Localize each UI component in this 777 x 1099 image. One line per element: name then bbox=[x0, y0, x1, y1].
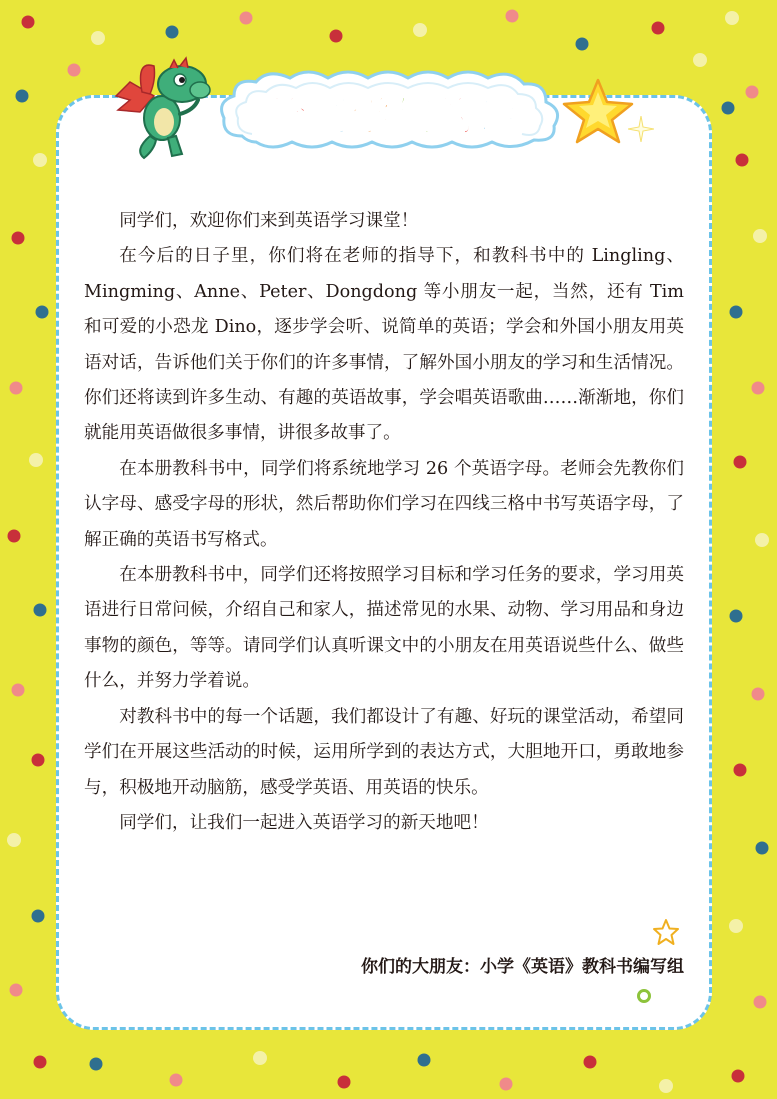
page-title bbox=[228, 78, 558, 148]
polka-dot bbox=[652, 22, 665, 35]
polka-dot bbox=[7, 833, 21, 847]
dinosaur-mascot-icon bbox=[110, 52, 222, 164]
polka-dot bbox=[413, 23, 427, 37]
polka-dot bbox=[756, 842, 769, 855]
polka-dot bbox=[418, 1054, 431, 1067]
polka-dot bbox=[752, 382, 765, 395]
polka-dot bbox=[729, 919, 743, 933]
paragraph: 同学们，欢迎你们来到英语学习课堂！ bbox=[119, 211, 419, 231]
polka-dot bbox=[8, 530, 21, 543]
polka-dot bbox=[730, 610, 743, 623]
polka-dot bbox=[12, 684, 25, 697]
polka-dot bbox=[32, 910, 45, 923]
polka-dot bbox=[693, 53, 707, 67]
polka-dot bbox=[36, 306, 49, 319]
polka-dot bbox=[576, 38, 589, 51]
polka-dot bbox=[736, 154, 749, 167]
polka-dot bbox=[753, 229, 767, 243]
polka-dot bbox=[253, 1051, 267, 1065]
paragraph: 在本册教科书中，同学们将系统地学习 26 个英语字母。老师会先教你们认字母、感受字母的形状，然后帮助你们学习在四线三格中书写英语字母，了解正确的英语书写格式。 bbox=[84, 458, 684, 550]
polka-dot bbox=[68, 64, 81, 77]
polka-dot bbox=[34, 1056, 47, 1069]
polka-dot bbox=[16, 90, 29, 103]
polka-dot bbox=[506, 10, 519, 23]
polka-dot bbox=[91, 31, 105, 45]
polka-dot bbox=[12, 232, 25, 245]
paragraph: 对教科书中的每一个话题，我们都设计了有趣、好玩的课堂活动，希望同学们在开展这些活动的时候，运用所学到的表达方式，大胆地开口，勇敢地参与，积极地开动脑筋，感受学英语、用英语的快乐。 bbox=[84, 706, 684, 798]
polka-dot bbox=[722, 102, 735, 115]
ring-icon bbox=[636, 988, 652, 1004]
polka-dot bbox=[734, 456, 747, 469]
polka-dot bbox=[34, 604, 47, 617]
polka-dot bbox=[166, 26, 179, 39]
polka-dot bbox=[734, 764, 747, 777]
polka-dot bbox=[90, 1058, 103, 1071]
polka-dot bbox=[10, 984, 23, 997]
title-char: 同 bbox=[309, 93, 351, 140]
polka-dot bbox=[10, 382, 23, 395]
polka-dot bbox=[725, 11, 739, 25]
title-char: 给 bbox=[267, 93, 309, 140]
polka-dot bbox=[584, 1056, 597, 1069]
polka-dot bbox=[659, 1079, 673, 1093]
polka-dot bbox=[752, 688, 765, 701]
polka-dot bbox=[240, 12, 253, 25]
polka-dot bbox=[29, 453, 43, 467]
star-icon bbox=[562, 78, 634, 144]
small-star-icon bbox=[652, 918, 680, 946]
letter-body bbox=[84, 204, 684, 841]
polka-dot bbox=[500, 1078, 513, 1091]
title-char: 的 bbox=[435, 93, 477, 140]
polka-dot bbox=[730, 306, 743, 319]
polka-dot bbox=[732, 1070, 745, 1083]
title-char: 学 bbox=[351, 93, 393, 140]
polka-dot bbox=[33, 153, 47, 167]
title-char: 话 bbox=[477, 93, 519, 140]
polka-dot bbox=[754, 996, 767, 1009]
paragraph: 在本册教科书中，同学们还将按照学习目标和学习任务的要求，学习用英语进行日常问候，介绍自己和家人，描述常见的水果、动物、学习用品和身边事物的颜色，等等。请同学们认真听课文中的小朋友在用英语说些什么、做些什么，并努力学着说。 bbox=[84, 565, 684, 692]
polka-dot bbox=[330, 30, 343, 43]
polka-dot bbox=[22, 16, 35, 29]
sparkle-icon bbox=[628, 116, 654, 142]
title-char: 们 bbox=[393, 93, 435, 140]
polka-dot bbox=[755, 533, 769, 547]
polka-dot bbox=[170, 1074, 183, 1087]
polka-dot bbox=[338, 1076, 351, 1089]
polka-dot bbox=[746, 86, 759, 99]
signature: 你们的大朋友：小学《英语》教科书编写组 bbox=[361, 957, 684, 977]
paragraph: 在今后的日子里，你们将在老师的指导下，和教科书中的 Lingling、Mingming、Anne、Peter、Dongdong 等小朋友一起，当然，还有 Tim 和可爱的小恐龙 Dino，逐步学会听、说简单的英语；学会和外国小朋友用英语对话，告诉他们关于你们的许多事情，了解外国小朋友的学习和生活情况。你们还将读到许多生动、有趣的英语故事，学会唱英语歌曲……渐渐地，你们就能用英语做很多事情，讲很多故事了。 bbox=[84, 246, 684, 444]
polka-dot bbox=[32, 754, 45, 767]
paragraph: 同学们，让我们一起进入英语学习的新天地吧！ bbox=[119, 812, 489, 833]
